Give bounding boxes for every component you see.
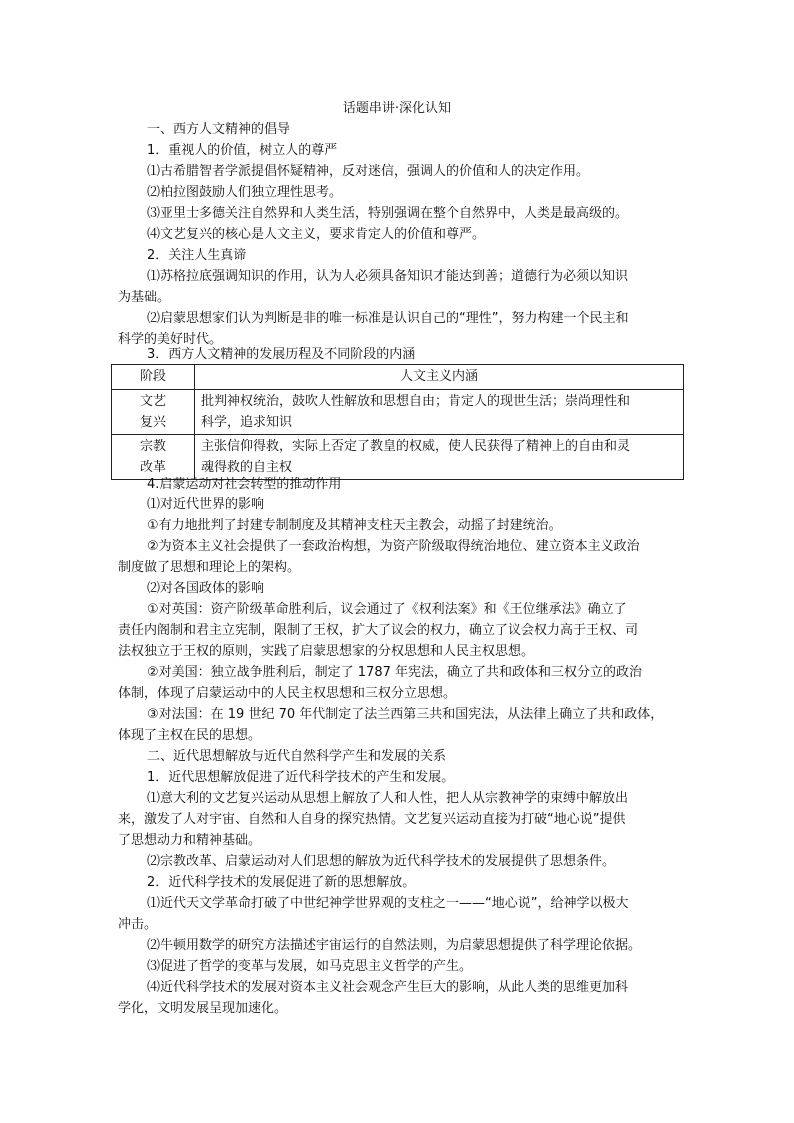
table-cell-stage: 宗教 改革 bbox=[112, 435, 195, 480]
paragraph-line: ⑵牛顿用数学的研究方法描述宇宙运行的自然法则，为启蒙思想提供了科学理论依据。 bbox=[147, 938, 642, 953]
table-cell-content: 批判神权统治，鼓吹人性解放和思想自由；肯定人的现世生活；崇尚理性和 科学，追求知识 bbox=[195, 390, 684, 435]
subheading: 3．西方人文精神的发展历程及不同阶段的内涵 bbox=[147, 347, 416, 362]
paragraph-line: ⑶促进了哲学的变革与发展，如马克思主义哲学的产生。 bbox=[147, 959, 473, 974]
paragraph-line: 法权独立于王权的原则，实践了启蒙思想家的分权思想和人民主权思想。 bbox=[118, 644, 535, 659]
table-header-row bbox=[112, 365, 684, 390]
subheading: 1．近代思想解放促进了近代科学技术的产生和发展。 bbox=[147, 770, 455, 785]
table-row bbox=[112, 435, 684, 480]
paragraph-line: 责任内阁制和君主立宪制，限制了王权，扩大了议会的权力，确立了议会权力高于王权、司 bbox=[118, 623, 639, 638]
paragraph-line: ⑴对近代世界的影响 bbox=[147, 497, 265, 512]
paragraph-line: 冲击。 bbox=[118, 917, 158, 932]
section-heading: 一、西方人文精神的倡导 bbox=[147, 122, 291, 137]
paragraph-line: ②对美国：独立战争胜利后，制定了 1787 年宪法，确立了共和政体和三权分立的政治 bbox=[147, 665, 643, 680]
paragraph-line: 了思想动力和精神基础。 bbox=[118, 833, 262, 848]
table-cell-stage: 文艺 复兴 bbox=[112, 390, 195, 435]
paragraph-line: ⑴古希腊智者学派提倡怀疑精神，反对迷信，强调人的价值和人的决定作用。 bbox=[147, 164, 590, 179]
paragraph-line: 学化，文明发展呈现加速化。 bbox=[118, 1001, 288, 1016]
subheading: 1．重视人的价值，树立人的尊严 bbox=[147, 143, 338, 158]
paragraph-line: ⑶亚里士多德关注自然界和人类生活，特别强调在整个自然界中，人类是最高级的。 bbox=[147, 206, 629, 221]
paragraph-line: ⑴意大利的文艺复兴运动从思想上解放了人和人性，把人从宗教神学的束缚中解放出 bbox=[147, 791, 629, 806]
paragraph-line: ①对英国：资产阶级革命胜利后，议会通过了《权利法案》和《王位继承法》确立了 bbox=[147, 602, 627, 617]
paragraph-line: 体现了主权在民的思想。 bbox=[118, 728, 262, 743]
paragraph-line: ①有力地批判了封建专制制度及其精神支柱天主教会，动摇了封建统治。 bbox=[147, 518, 562, 533]
paragraph-line: ⑷近代科学技术的发展对资本主义社会观念产生巨大的影响，从此人类的思维更加科 bbox=[147, 980, 629, 995]
table-header-content: 人文主义内涵 bbox=[195, 365, 684, 390]
paragraph-line: ⑷文艺复兴的核心是人文主义，要求肯定人的价值和尊严。 bbox=[147, 227, 486, 242]
paragraph-line: ③对法国：在 19 世纪 70 年代制定了法兰西第三共和国宪法，从法律上确立了共和政体， bbox=[147, 707, 664, 722]
subheading: 4.启蒙运动对社会转型的推动作用 bbox=[147, 477, 342, 492]
table-header-stage: 阶段 bbox=[112, 365, 195, 390]
subheading: 2．关注人生真谛 bbox=[147, 248, 247, 263]
paragraph-line: 科学的美好时代。 bbox=[118, 332, 223, 347]
table-cell-content: 主张信仰得救，实际上否定了教皇的权威，使人民获得了精神上的自由和灵 魂得救的自主权 bbox=[195, 435, 684, 480]
paragraph-line: ⑴近代天文学革命打破了中世纪神学世界观的支柱之一——“地心说”，给神学以极大 bbox=[147, 896, 629, 911]
page-title: 话题串讲·深化认知 bbox=[342, 101, 452, 116]
paragraph-line: ⑴苏格拉底强调知识的作用，认为人必须具备知识才能达到善；道德行为必须以知识 bbox=[147, 269, 629, 284]
paragraph-line: 体制，体现了启蒙运动中的人民主权思想和三权分立思想。 bbox=[118, 686, 457, 701]
paragraph-line: ⑵柏拉图鼓励人们独立理性思考。 bbox=[147, 185, 343, 200]
paragraph-line: ⑵宗教改革、启蒙运动对人们思想的解放为近代科学技术的发展提供了思想条件。 bbox=[147, 854, 616, 869]
paragraph-line: 制度做了思想和理论上的架构。 bbox=[118, 560, 301, 575]
paragraph-line: 来，激发了人对宇宙、自然和人自身的探究热情。文艺复兴运动直接为打破“地心说”提供 bbox=[118, 812, 626, 827]
paragraph-line: ⑵启蒙思想家们认为判断是非的唯一标准是认识自己的“理性”，努力构建一个民主和 bbox=[147, 311, 629, 326]
paragraph-line: ⑵对各国政体的影响 bbox=[147, 581, 265, 596]
table-row bbox=[112, 390, 684, 435]
section-heading: 二、近代思想解放与近代自然科学产生和发展的关系 bbox=[147, 749, 447, 764]
paragraph-line: ②为资本主义社会提供了一套政治构想，为资产阶级取得统治地位、建立资本主义政治 bbox=[147, 539, 640, 554]
humanism-table bbox=[111, 364, 684, 480]
subheading: 2．近代科学技术的发展促进了新的思想解放。 bbox=[147, 875, 416, 890]
paragraph-line: 为基础。 bbox=[118, 290, 171, 305]
